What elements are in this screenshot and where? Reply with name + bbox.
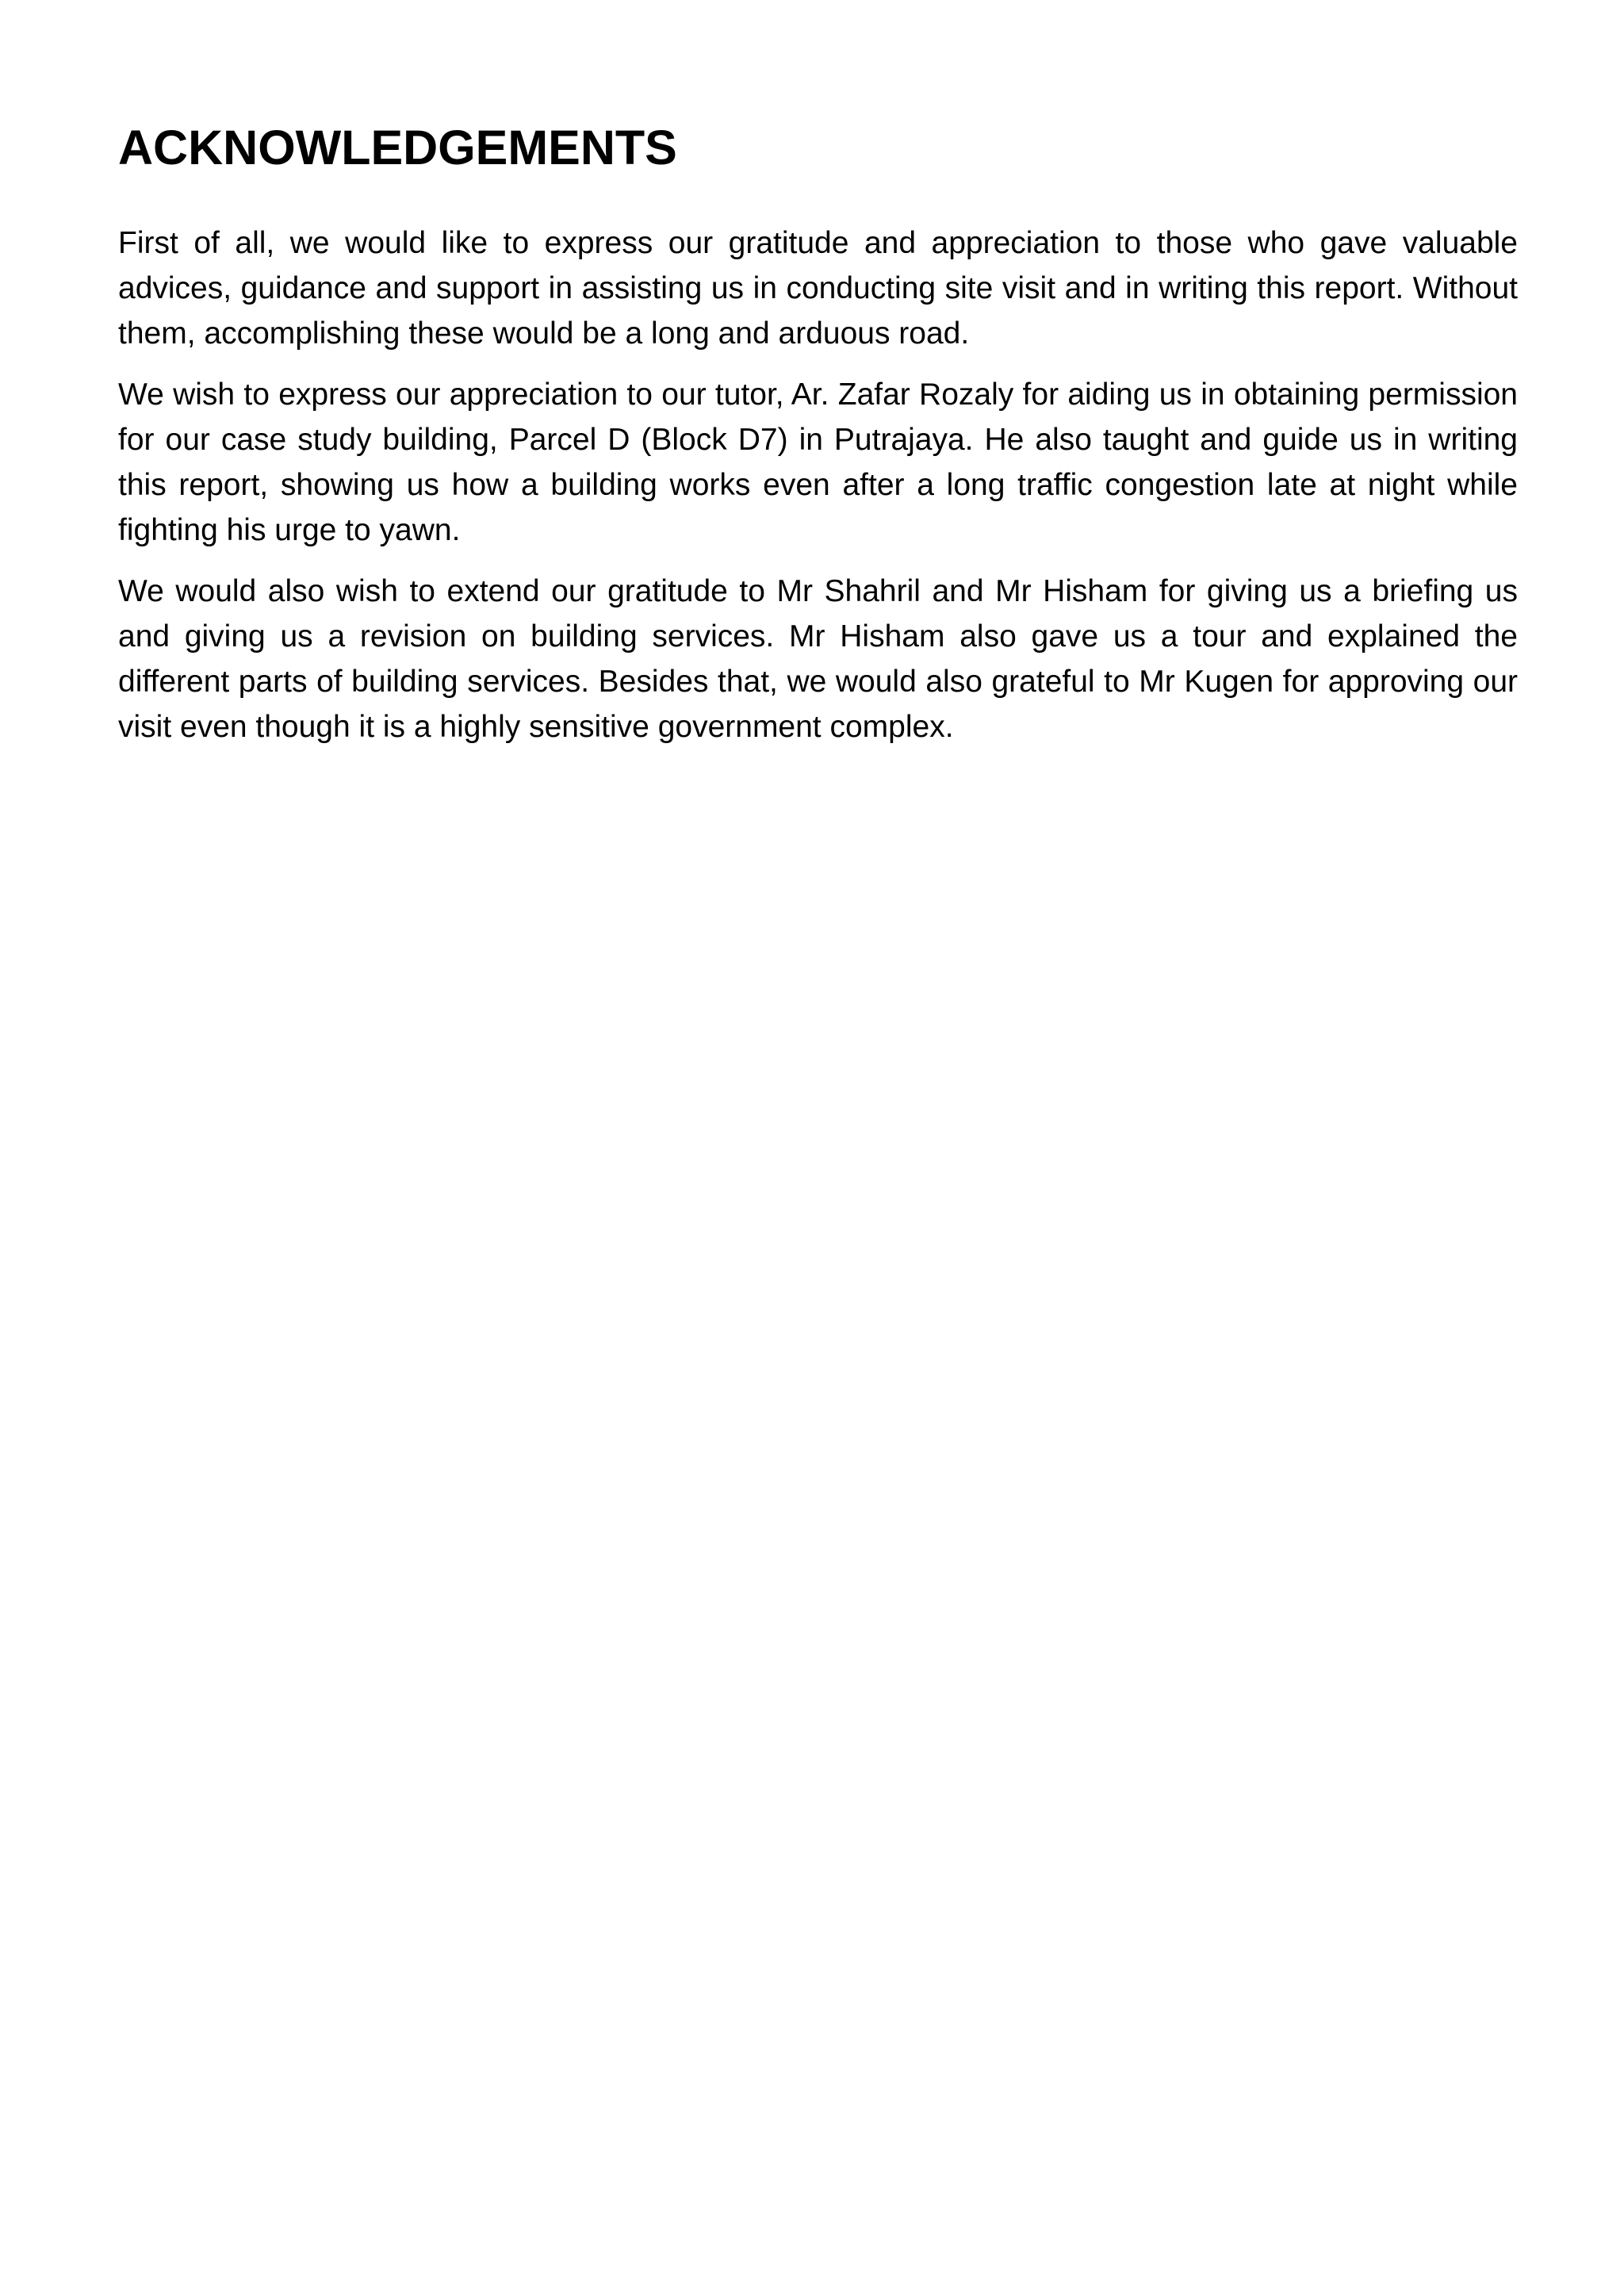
page-heading: ACKNOWLEDGEMENTS xyxy=(118,121,677,174)
document-page xyxy=(118,119,1518,765)
document-body xyxy=(118,220,1518,749)
paragraph-tutor: We wish to express our appreciation to our tutor, Ar. Zafar Rozaly for aiding us in obtaining permission for our case study building, Parcel D (Block D7) in Putrajaya. He also taught and guide us in writing this report, showing us how a building works even after a long traffic congestion late at night while fighting his urge to yawn. xyxy=(118,378,1518,547)
paragraph-staff: We would also wish to extend our gratitude to Mr Shahril and Mr Hisham for giving us a briefing us and giving us a revision on building services. Mr Hisham also gave us a tour and explained the different parts of building services. Besides that, we would also grateful to Mr Kugen for approving our visit even though it is a highly sensitive government complex. xyxy=(118,574,1518,744)
paragraph-intro: First of all, we would like to express our gratitude and appreciation to those who gave valuable advices, guidance and support in assisting us in conducting site visit and in writing this report. Without them, accomplishing these would be a long and arduous road. xyxy=(118,226,1518,351)
